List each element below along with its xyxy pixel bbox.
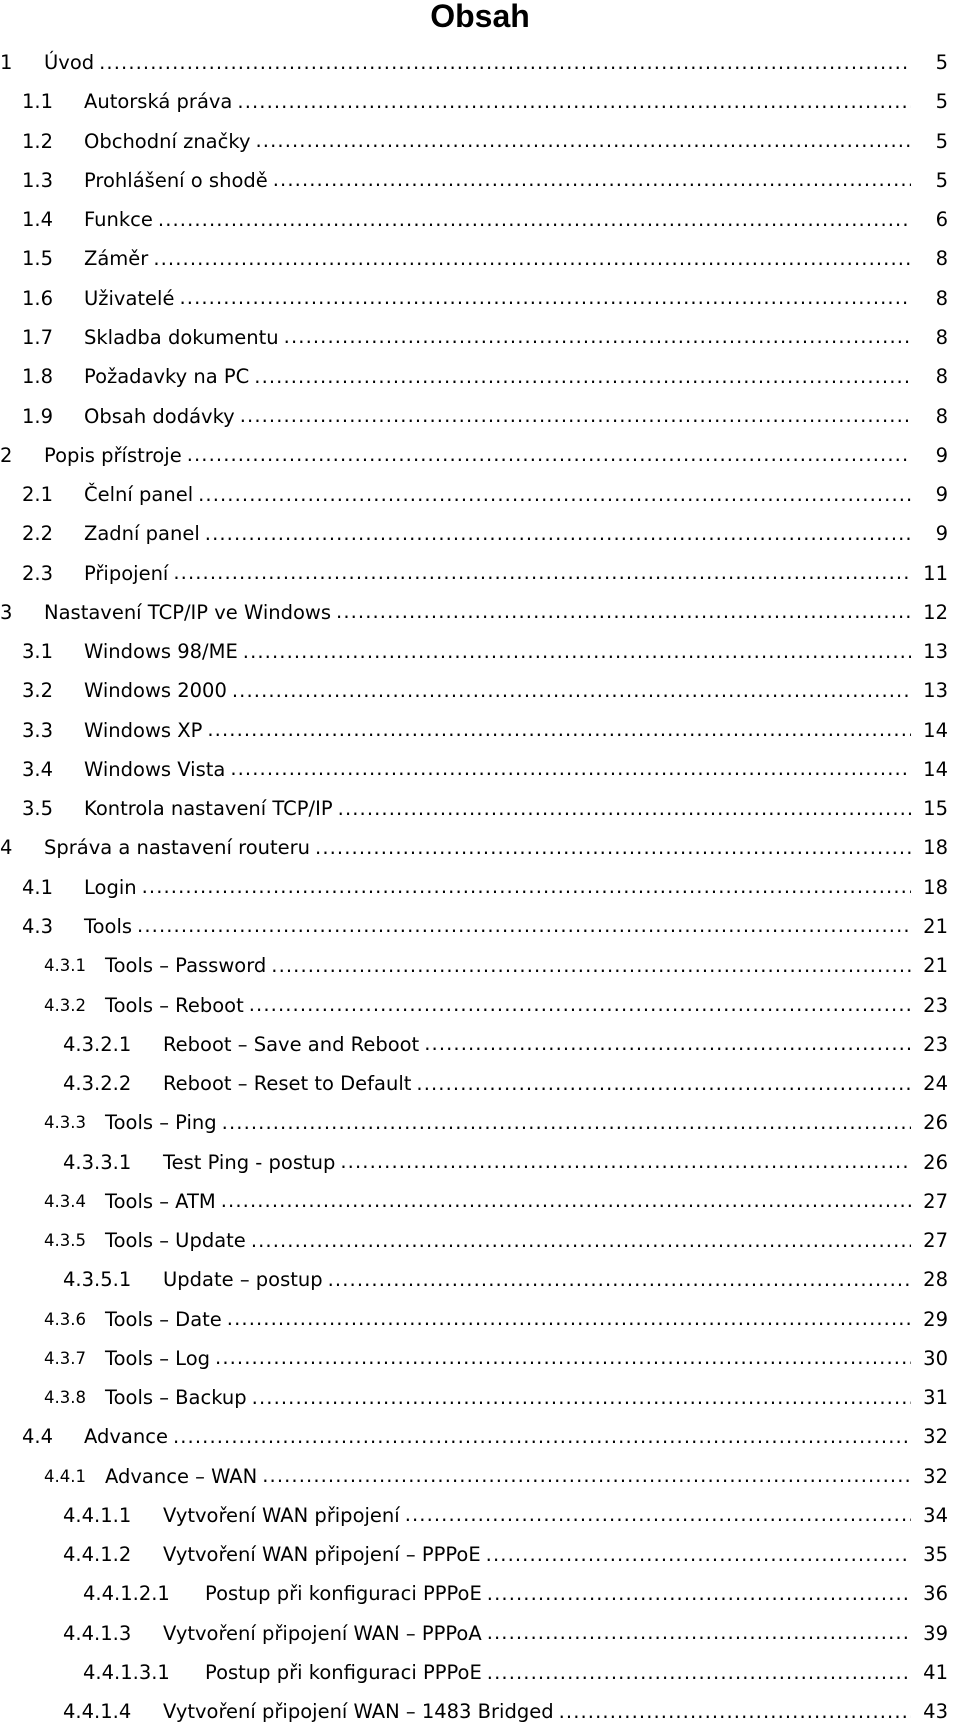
toc-entry[interactable] [0, 239, 960, 278]
toc-entry[interactable] [0, 436, 960, 475]
dot-leader [262, 1464, 911, 1488]
toc-entry[interactable] [0, 1378, 960, 1417]
dot-leader [158, 208, 911, 232]
toc-entry-label: Autorská práva [84, 90, 233, 114]
toc-entry[interactable] [0, 1339, 960, 1378]
toc-entry-page-number: 32 [923, 1464, 948, 1488]
toc-entry-number: 4.3 [22, 914, 54, 938]
toc-entry-number: 4.3.5.1 [63, 1268, 132, 1292]
dot-leader [205, 522, 911, 546]
toc-entry-label: Advance – WAN [105, 1464, 258, 1488]
toc-entry-label: Záměr [84, 247, 149, 271]
toc-entry[interactable] [0, 1457, 960, 1496]
dot-leader [487, 1661, 911, 1685]
dot-leader [173, 1425, 911, 1449]
toc-entry-page-number: 23 [923, 993, 948, 1017]
dot-leader [405, 1503, 911, 1527]
toc-entry-label: Tools – Backup [105, 1386, 247, 1410]
toc-entry[interactable] [0, 1535, 960, 1574]
toc-entry[interactable] [0, 122, 960, 161]
toc-entry-label: Uživatelé [84, 286, 175, 310]
dot-leader [232, 679, 911, 703]
toc-entry-label: Kontrola nastavení TCP/IP [84, 797, 333, 821]
toc-entry-number: 3.4 [22, 757, 54, 781]
dot-leader [222, 1111, 911, 1135]
toc-entry-number: 4.3.5 [44, 1231, 86, 1251]
toc-entry-number: 4.4.1.2.1 [83, 1582, 170, 1606]
toc-entry-number: 4.3.2.1 [63, 1032, 132, 1056]
toc-entry-number: 3.5 [22, 797, 54, 821]
toc-entry-page-number: 26 [923, 1150, 948, 1174]
toc-entry-page-number: 29 [923, 1307, 948, 1331]
toc-entry-label: Čelní panel [84, 483, 194, 507]
toc-entry[interactable] [0, 1103, 960, 1142]
dot-leader [254, 365, 911, 389]
toc-entry-label: Tools – Update [105, 1229, 246, 1253]
toc-entry-number: 4.4.1.1 [63, 1503, 132, 1527]
toc-entry-label: Požadavky na PC [84, 365, 250, 389]
toc-entry-label: Nastavení TCP/IP ve Windows [44, 600, 332, 624]
toc-entry[interactable] [0, 82, 960, 121]
toc-entry-label: Reboot – Save and Reboot [163, 1032, 420, 1056]
dot-leader [252, 1386, 911, 1410]
toc-entry-number: 4 [0, 836, 13, 860]
toc-entry-label: Update – postup [163, 1268, 323, 1292]
toc-entry-number: 4.4 [22, 1425, 54, 1449]
toc-entry-number: 2.2 [22, 522, 54, 546]
toc-entry-page-number: 11 [923, 561, 948, 585]
dot-leader [487, 1582, 911, 1606]
toc-entry-number: 4.1 [22, 875, 54, 899]
toc-entry-number: 4.3.4 [44, 1191, 86, 1211]
dot-leader [227, 1307, 911, 1331]
toc-entry-page-number: 28 [923, 1268, 948, 1292]
toc-entry-page-number: 9 [935, 483, 948, 507]
dot-leader [198, 483, 911, 507]
toc-entry[interactable] [0, 907, 960, 946]
toc-entry-number: 1.2 [22, 129, 54, 153]
toc-entry-page-number: 9 [935, 522, 948, 546]
toc-entry-label: Login [84, 875, 137, 899]
toc-entry[interactable] [0, 1025, 960, 1064]
dot-leader [221, 1189, 911, 1213]
toc-entry-page-number: 15 [923, 797, 948, 821]
toc-entry-label: Windows 2000 [84, 679, 227, 703]
toc-entry-label: Tools – ATM [105, 1189, 216, 1213]
page-title: Obsah [430, 0, 530, 34]
dot-leader [273, 168, 911, 192]
toc-entry-page-number: 14 [923, 757, 948, 781]
toc-entry[interactable] [0, 514, 960, 553]
toc-entry-page-number: 8 [935, 365, 948, 389]
toc-entry[interactable] [0, 1496, 960, 1535]
dot-leader [237, 90, 911, 114]
dot-leader [207, 718, 911, 742]
dot-leader [424, 1032, 911, 1056]
toc-entry-label: Zadní panel [84, 522, 200, 546]
toc-entry-number: 1.9 [22, 404, 54, 428]
dot-leader [559, 1700, 911, 1724]
dot-leader [416, 1072, 911, 1096]
toc-entry-page-number: 5 [935, 129, 948, 153]
toc-entry-number: 4.3.8 [44, 1388, 86, 1408]
toc-entry[interactable] [0, 161, 960, 200]
toc-entry-label: Připojení [84, 561, 169, 585]
toc-entry-number: 4.3.2.2 [63, 1072, 132, 1096]
toc-entry-page-number: 13 [923, 679, 948, 703]
toc-entry-label: Tools – Ping [105, 1111, 217, 1135]
toc-entry-number: 3 [0, 600, 13, 624]
dot-leader [99, 51, 911, 75]
toc-entry-label: Reboot – Reset to Default [163, 1072, 412, 1096]
toc-entry-number: 4.3.1 [44, 956, 86, 976]
dot-leader [153, 247, 911, 271]
toc-entry-page-number: 14 [923, 718, 948, 742]
dot-leader [142, 875, 911, 899]
toc-entry-page-number: 13 [923, 640, 948, 664]
dot-leader [284, 325, 911, 349]
toc-entry-label: Funkce [84, 208, 153, 232]
toc-entry-number: 1.7 [22, 325, 54, 349]
toc-entry-page-number: 36 [923, 1582, 948, 1606]
toc-entry[interactable] [0, 632, 960, 671]
toc-entry-label: Advance [84, 1425, 168, 1449]
toc-entry[interactable] [0, 553, 960, 592]
toc-entry-number: 2.3 [22, 561, 54, 585]
toc-entry-page-number: 8 [935, 404, 948, 428]
dot-leader [340, 1150, 911, 1174]
toc-entry-label: Obchodní značky [84, 129, 251, 153]
toc-entry[interactable] [0, 279, 960, 318]
toc-entry-page-number: 26 [923, 1111, 948, 1135]
toc-entry[interactable] [0, 357, 960, 396]
toc-entry[interactable] [0, 750, 960, 789]
toc-entry-label: Postup při konfiguraci PPPoE [205, 1582, 482, 1606]
toc-entry[interactable] [0, 1064, 960, 1103]
toc-entry-label: Prohlášení o shodě [84, 168, 268, 192]
toc-entry-page-number: 30 [923, 1346, 948, 1370]
toc-entry-page-number: 5 [935, 51, 948, 75]
toc-entry[interactable] [0, 711, 960, 750]
toc-entry[interactable] [0, 1260, 960, 1299]
toc-entry-number: 1.6 [22, 286, 54, 310]
toc-entry-number: 3.2 [22, 679, 54, 703]
dot-leader [336, 600, 911, 624]
toc-entry-label: Tools – Log [105, 1346, 211, 1370]
toc-entry-label: Popis přístroje [44, 443, 182, 467]
toc-entry-page-number: 8 [935, 286, 948, 310]
toc-entry-page-number: 5 [935, 90, 948, 114]
toc-entry-number: 4.4.1.3.1 [83, 1661, 170, 1685]
toc-entry[interactable] [0, 200, 960, 239]
toc-entry[interactable] [0, 828, 960, 867]
toc-entry-page-number: 5 [935, 168, 948, 192]
toc-entry-number: 4.4.1.3 [63, 1621, 132, 1645]
toc-entry-label: Skladba dokumentu [84, 325, 279, 349]
dot-leader [249, 993, 911, 1017]
toc-entry-number: 4.3.2 [44, 995, 86, 1015]
dot-leader [315, 836, 911, 860]
toc-entry-page-number: 12 [923, 600, 948, 624]
toc-entry[interactable] [0, 1417, 960, 1456]
dot-leader [487, 1621, 911, 1645]
toc-entry[interactable] [0, 1142, 960, 1181]
toc-entry[interactable] [0, 1653, 960, 1692]
toc-entry-number: 3.1 [22, 640, 54, 664]
toc-entry-number: 4.4.1.4 [63, 1700, 132, 1724]
toc-entry-page-number: 34 [923, 1503, 948, 1527]
toc-entry-page-number: 41 [923, 1661, 948, 1685]
toc-entry-number: 4.3.3 [44, 1113, 86, 1133]
toc-entry-page-number: 18 [923, 836, 948, 860]
toc-entry-label: Úvod [44, 51, 95, 75]
table-of-contents [0, 43, 960, 1731]
toc-entry-number: 4.3.6 [44, 1309, 86, 1329]
toc-entry-label: Tools – Date [105, 1307, 222, 1331]
dot-leader [486, 1543, 911, 1567]
toc-entry[interactable] [0, 1221, 960, 1260]
toc-entry-label: Tools – Password [105, 954, 267, 978]
toc-entry-page-number: 39 [923, 1621, 948, 1645]
toc-entry-page-number: 18 [923, 875, 948, 899]
toc-entry[interactable] [0, 318, 960, 357]
toc-entry-number: 2 [0, 443, 13, 467]
toc-entry-page-number: 6 [935, 208, 948, 232]
toc-entry-page-number: 27 [923, 1189, 948, 1213]
toc-entry[interactable] [0, 946, 960, 985]
toc-entry[interactable] [0, 1300, 960, 1339]
toc-entry-number: 1.4 [22, 208, 54, 232]
toc-entry-label: Vytvoření připojení WAN – PPPoA [163, 1621, 482, 1645]
toc-entry[interactable] [0, 789, 960, 828]
toc-entry[interactable] [0, 671, 960, 710]
dot-leader [240, 404, 911, 428]
toc-entry-number: 1.3 [22, 168, 54, 192]
toc-entry-number: 1.5 [22, 247, 54, 271]
toc-entry-label: Postup při konfiguraci PPPoE [205, 1661, 482, 1685]
toc-entry-label: Windows XP [84, 718, 203, 742]
dot-leader [243, 640, 911, 664]
toc-entry-label: Vytvoření WAN připojení [163, 1503, 400, 1527]
toc-entry-number: 4.4.1 [44, 1466, 86, 1486]
toc-entry[interactable] [0, 1692, 960, 1731]
toc-entry[interactable] [0, 985, 960, 1024]
toc-entry-page-number: 8 [935, 247, 948, 271]
toc-entry[interactable] [0, 1182, 960, 1221]
toc-entry-page-number: 32 [923, 1425, 948, 1449]
toc-entry[interactable] [0, 43, 960, 82]
dot-leader [328, 1268, 911, 1292]
dot-leader [179, 286, 911, 310]
toc-entry-number: 1.1 [22, 90, 54, 114]
toc-entry-label: Obsah dodávky [84, 404, 235, 428]
toc-entry-label: Tools [84, 914, 133, 938]
dot-leader [251, 1229, 911, 1253]
toc-entry[interactable] [0, 593, 960, 632]
toc-entry-number: 4.4.1.2 [63, 1543, 132, 1567]
toc-entry-page-number: 43 [923, 1700, 948, 1724]
toc-entry-number: 1.8 [22, 365, 54, 389]
toc-entry-label: Tools – Reboot [105, 993, 244, 1017]
toc-entry[interactable] [0, 475, 960, 514]
toc-entry[interactable] [0, 868, 960, 907]
toc-entry[interactable] [0, 1614, 960, 1653]
dot-leader [137, 914, 911, 938]
toc-entry-page-number: 27 [923, 1229, 948, 1253]
dot-leader [173, 561, 911, 585]
toc-entry-label: Správa a nastavení routeru [44, 836, 311, 860]
toc-entry[interactable] [0, 396, 960, 435]
toc-entry-page-number: 31 [923, 1386, 948, 1410]
toc-entry-number: 4.3.7 [44, 1348, 86, 1368]
toc-entry-page-number: 24 [923, 1072, 948, 1096]
toc-entry-number: 3.3 [22, 718, 54, 742]
toc-entry-page-number: 9 [935, 443, 948, 467]
dot-leader [187, 443, 911, 467]
dot-leader [256, 129, 912, 153]
toc-entry-number: 4.3.3.1 [63, 1150, 132, 1174]
dot-leader [338, 797, 911, 821]
dot-leader [230, 757, 911, 781]
toc-entry-page-number: 35 [923, 1543, 948, 1567]
dot-leader [271, 954, 911, 978]
toc-entry-page-number: 21 [923, 954, 948, 978]
toc-entry-label: Vytvoření WAN připojení – PPPoE [163, 1543, 481, 1567]
dot-leader [215, 1346, 911, 1370]
toc-entry-label: Windows 98/ME [84, 640, 238, 664]
toc-entry-number: 1 [0, 51, 13, 75]
toc-entry-page-number: 23 [923, 1032, 948, 1056]
toc-entry-label: Test Ping - postup [163, 1150, 336, 1174]
toc-entry-label: Windows Vista [84, 757, 226, 781]
toc-entry-page-number: 8 [935, 325, 948, 349]
toc-entry[interactable] [0, 1574, 960, 1613]
toc-entry-number: 2.1 [22, 483, 54, 507]
toc-entry-page-number: 21 [923, 914, 948, 938]
toc-entry-label: Vytvoření připojení WAN – 1483 Bridged [163, 1700, 554, 1724]
